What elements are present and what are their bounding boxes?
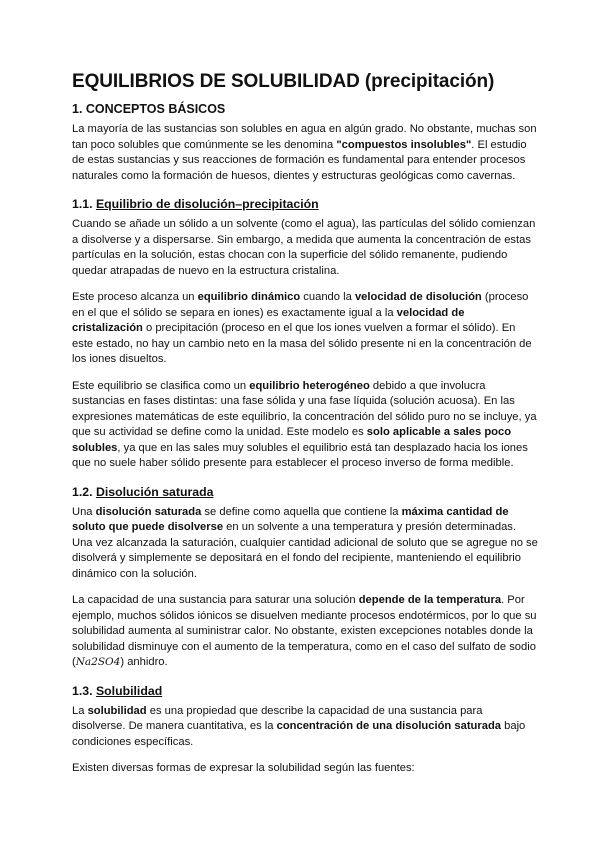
bold-term: concentración de una disolución saturada [276,720,502,732]
text-run: La capacidad de una sustancia para saturar una solución [72,594,359,606]
bold-term: solubilidad [87,704,147,717]
section-1-1-paragraph-2 [72,290,538,368]
text-run: es una propiedad que describe la capacidad de una sustancia para disolverse. De manera cuantitativa, es la [72,704,483,732]
text-run: ) anhidro. [120,656,168,668]
text-run: . El estudio de estas sustancias y sus reacciones de formación es fundamental para entender procesos naturales como la formación de huesos, dientes y estructuras geológicas como cavernas. [72,138,527,182]
section-number: 1.1. [72,197,93,211]
section-1-1-paragraph-3 [72,379,538,472]
section-1-1-heading [72,195,538,213]
section-1-2-paragraph-2 [72,593,538,671]
bold-term: depende de la temperatura [358,594,502,606]
section-title: Disolución saturada [95,484,214,499]
text-run: bajo condiciones específicas. [72,720,526,748]
section-1-1-paragraph-1: Cuando se añade un sólido a un solvente (como el agua), las partículas del sólido comienzan a disolverse y a dispersarse. Sin embargo, a medida que aumenta la concentración de estas partículas en la solución, estas chocan con la superficie del sólido remanente, pudiendo quedar atrapadas de nuevo en la estructura cristalina. [72,218,536,277]
section-number: 1.3. [72,683,93,698]
text-run: o precipitación (proceso en el que los iones vuelven a formar el sólido). En este estado, no hay un cambio neto en la masa del sólido presente ni en la concentración de los iones disueltos. [72,322,532,365]
text-run: Este proceso alcanza un [72,291,198,303]
bold-term: equilibrio dinámico [197,291,301,303]
text-run: La [72,704,88,717]
section-1-heading: 1. CONCEPTOS BÁSICOS [72,102,226,116]
text-run: (proceso en el que el sólido se separa en iones) es exactamente igual a la [72,291,529,319]
text-run: Este equilibrio se clasifica como un [72,379,250,392]
chemical-formula: Na2SO4 [75,656,121,668]
document-title: EQUILIBRIOS DE SOLUBILIDAD (precipitación) [72,71,495,92]
section-1-3-paragraph-1 [72,704,538,751]
section-title: Equilibrio de disolución–precipitación [95,197,319,211]
text-run: . Por ejemplo, muchos sólidos iónicos se disuelven mediante procesos endotérmicos, por lo que su solubilidad aumenta al suministrar calor. No obstante, existen excepciones notables donde la solubilidad disminuye con el aumento de la temperatura, como en el caso del sulfato de sodio ( [72,594,537,668]
text-run: La mayoría de las sustancias son solubles en agua en algún grado. No obstante, muchas son tan poco solubles que comúnmente se les denomina [72,123,537,151]
section-1-2-paragraph-1 [72,505,538,583]
text-run: debido a que involucra sustancias en fases distintas: una fase sólida y una fase líquida (solución acuosa). En las expresiones matemáticas de este equilibrio, la concentración del sólido puro no se incluye, ya que su actividad se define como la unidad. Este modelo es [72,379,537,438]
text-run: en un solvente a una temperatura y presión determinadas. Una vez alcanzada la saturación, cualquier cantidad adicional de soluto que se agregue no se disolverá y simplemente se depositará en el fondo del recipiente, manteniendo el equilibrio dinámico con la solución. [72,521,538,580]
bold-term: velocidad de cristalización [72,306,465,334]
section-1-3-paragraph-2: Existen diversas formas de expresar la solubilidad según las fuentes: [72,762,415,774]
text-run: Una [72,505,96,518]
text-run: cuando la [300,291,355,303]
bold-term: equilibrio heterogéneo [249,379,370,392]
bold-term: disolución saturada [95,505,202,518]
text-run: se define como aquella que contiene la [201,505,402,518]
bold-term: "compuestos insolubles" [336,138,472,151]
bold-term: solo aplicable a sales poco solubles [72,426,512,454]
section-1-3-heading [72,682,538,700]
text-run: , ya que en las sales muy solubles el equilibrio está tan desplazado hacia los iones que no suele haber sólido presente para establecer el proceso inverso de forma medible. [72,441,528,469]
section-1-paragraph [72,122,538,184]
section-title: Solubilidad [95,683,163,698]
section-1-2-heading [72,483,538,501]
bold-term: velocidad de disolución [354,291,482,303]
bold-term: máxima cantidad de soluto que puede disolverse [72,505,509,533]
section-number: 1.2. [72,484,93,499]
